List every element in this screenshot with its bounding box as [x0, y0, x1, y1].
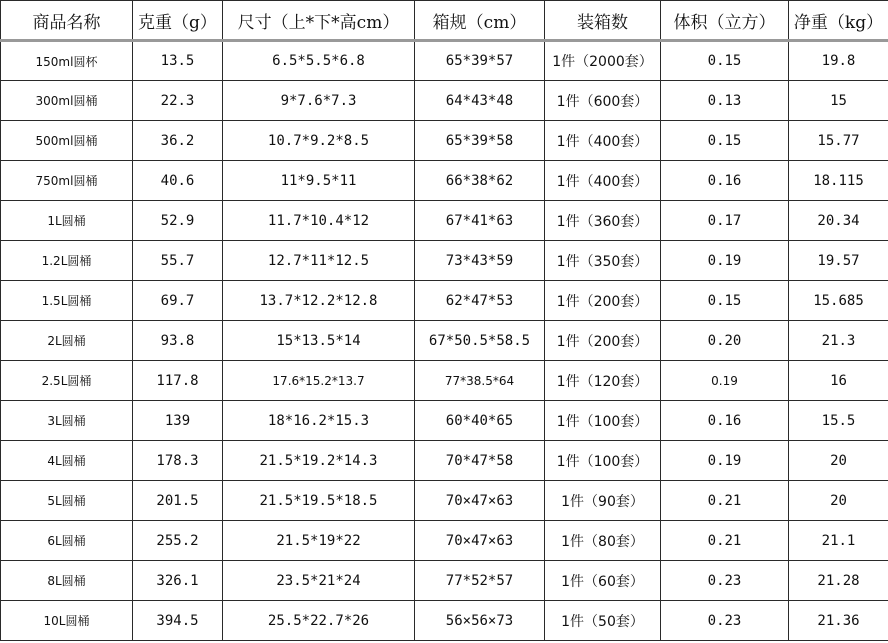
size-cell: 17.6*15.2*13.7: [223, 361, 415, 401]
size-cell: 18*16.2*15.3: [223, 401, 415, 441]
weight-cell: 40.6: [133, 161, 223, 201]
size-cell: 11.7*10.4*12: [223, 201, 415, 241]
weight-cell: 93.8: [133, 321, 223, 361]
size-cell: 9*7.6*7.3: [223, 81, 415, 121]
weight-cell: 139: [133, 401, 223, 441]
size-cell: 21.5*19.2*14.3: [223, 441, 415, 481]
size-cell: 10.7*9.2*8.5: [223, 121, 415, 161]
pack-quantity-cell: 1件（120套）: [545, 361, 661, 401]
carton-size-cell: 77*52*57: [415, 561, 545, 601]
pack-quantity-cell: 1件（100套）: [545, 441, 661, 481]
pack-quantity-cell: 1件（360套）: [545, 201, 661, 241]
carton-size-cell: 56×56×73: [415, 601, 545, 641]
volume-cell: 0.16: [661, 401, 789, 441]
weight-cell: 326.1: [133, 561, 223, 601]
header-product-name: 商品名称: [1, 1, 133, 41]
size-cell: 12.7*11*12.5: [223, 241, 415, 281]
pack-quantity-cell: 1件（80套）: [545, 521, 661, 561]
net-weight-cell: 15.685: [789, 281, 888, 321]
net-weight-cell: 16: [789, 361, 888, 401]
product-name-cell: 2.5L圆桶: [1, 361, 133, 401]
net-weight-cell: 15.5: [789, 401, 888, 441]
volume-cell: 0.21: [661, 521, 789, 561]
net-weight-cell: 21.36: [789, 601, 888, 641]
pack-quantity-cell: 1件（200套）: [545, 321, 661, 361]
volume-cell: 0.19: [661, 441, 789, 481]
table-row: [1, 561, 888, 601]
product-name-cell: 3L圆桶: [1, 401, 133, 441]
carton-size-cell: 62*47*53: [415, 281, 545, 321]
carton-size-cell: 70×47×63: [415, 521, 545, 561]
net-weight-cell: 18.115: [789, 161, 888, 201]
header-row: [1, 1, 888, 41]
table-row: [1, 201, 888, 241]
pack-quantity-cell: 1件（600套）: [545, 81, 661, 121]
size-cell: 21.5*19*22: [223, 521, 415, 561]
net-weight-cell: 20.34: [789, 201, 888, 241]
product-name-cell: 10L圆桶: [1, 601, 133, 641]
carton-size-cell: 70*47*58: [415, 441, 545, 481]
carton-size-cell: 67*41*63: [415, 201, 545, 241]
weight-cell: 52.9: [133, 201, 223, 241]
carton-size-cell: 70×47×63: [415, 481, 545, 521]
product-name-cell: 1.2L圆桶: [1, 241, 133, 281]
pack-quantity-cell: 1件（60套）: [545, 561, 661, 601]
header-weight: 克重（g）: [133, 1, 223, 41]
product-name-cell: 5L圆桶: [1, 481, 133, 521]
volume-cell: 0.15: [661, 281, 789, 321]
header-carton-size: 箱规（cm）: [415, 1, 545, 41]
size-cell: 25.5*22.7*26: [223, 601, 415, 641]
carton-size-cell: 73*43*59: [415, 241, 545, 281]
table-row: [1, 441, 888, 481]
pack-quantity-cell: 1件（350套）: [545, 241, 661, 281]
weight-cell: 117.8: [133, 361, 223, 401]
table-row: [1, 161, 888, 201]
table-row: [1, 601, 888, 641]
header-volume: 体积（立方）: [661, 1, 789, 41]
size-cell: 11*9.5*11: [223, 161, 415, 201]
product-name-cell: 4L圆桶: [1, 441, 133, 481]
header-net-weight: 净重（kg）: [789, 1, 888, 41]
volume-cell: 0.15: [661, 121, 789, 161]
net-weight-cell: 15: [789, 81, 888, 121]
volume-cell: 0.13: [661, 81, 789, 121]
weight-cell: 394.5: [133, 601, 223, 641]
pack-quantity-cell: 1件（400套）: [545, 161, 661, 201]
size-cell: 21.5*19.5*18.5: [223, 481, 415, 521]
product-name-cell: 500ml圆桶: [1, 121, 133, 161]
carton-size-cell: 66*38*62: [415, 161, 545, 201]
table-row: [1, 481, 888, 521]
header-size: 尺寸（上*下*高cm）: [223, 1, 415, 41]
header-pack-quantity: 装箱数: [545, 1, 661, 41]
product-name-cell: 8L圆桶: [1, 561, 133, 601]
net-weight-cell: 21.28: [789, 561, 888, 601]
net-weight-cell: 21.1: [789, 521, 888, 561]
net-weight-cell: 15.77: [789, 121, 888, 161]
product-name-cell: 150ml圆杯: [1, 41, 133, 81]
weight-cell: 178.3: [133, 441, 223, 481]
volume-cell: 0.20: [661, 321, 789, 361]
volume-cell: 0.15: [661, 41, 789, 81]
net-weight-cell: 20: [789, 481, 888, 521]
volume-cell: 0.16: [661, 161, 789, 201]
product-name-cell: 1.5L圆桶: [1, 281, 133, 321]
table-row: [1, 401, 888, 441]
volume-cell: 0.19: [661, 361, 789, 401]
weight-cell: 36.2: [133, 121, 223, 161]
size-cell: 6.5*5.5*6.8: [223, 41, 415, 81]
net-weight-cell: 19.8: [789, 41, 888, 81]
product-name-cell: 2L圆桶: [1, 321, 133, 361]
weight-cell: 201.5: [133, 481, 223, 521]
carton-size-cell: 65*39*57: [415, 41, 545, 81]
pack-quantity-cell: 1件（50套）: [545, 601, 661, 641]
product-name-cell: 6L圆桶: [1, 521, 133, 561]
table-row: [1, 241, 888, 281]
weight-cell: 69.7: [133, 281, 223, 321]
product-name-cell: 1L圆桶: [1, 201, 133, 241]
size-cell: 15*13.5*14: [223, 321, 415, 361]
volume-cell: 0.17: [661, 201, 789, 241]
net-weight-cell: 21.3: [789, 321, 888, 361]
volume-cell: 0.23: [661, 561, 789, 601]
table-row: [1, 521, 888, 561]
product-name-cell: 300ml圆桶: [1, 81, 133, 121]
pack-quantity-cell: 1件（2000套）: [545, 41, 661, 81]
carton-size-cell: 77*38.5*64: [415, 361, 545, 401]
table-row: [1, 81, 888, 121]
carton-size-cell: 60*40*65: [415, 401, 545, 441]
carton-size-cell: 65*39*58: [415, 121, 545, 161]
product-name-cell: 750ml圆桶: [1, 161, 133, 201]
table-row: [1, 41, 888, 81]
size-cell: 23.5*21*24: [223, 561, 415, 601]
weight-cell: 55.7: [133, 241, 223, 281]
pack-quantity-cell: 1件（100套）: [545, 401, 661, 441]
table-row: [1, 121, 888, 161]
volume-cell: 0.19: [661, 241, 789, 281]
table-row: [1, 361, 888, 401]
pack-quantity-cell: 1件（200套）: [545, 281, 661, 321]
pack-quantity-cell: 1件（400套）: [545, 121, 661, 161]
volume-cell: 0.23: [661, 601, 789, 641]
size-cell: 13.7*12.2*12.8: [223, 281, 415, 321]
carton-size-cell: 64*43*48: [415, 81, 545, 121]
net-weight-cell: 20: [789, 441, 888, 481]
weight-cell: 255.2: [133, 521, 223, 561]
volume-cell: 0.21: [661, 481, 789, 521]
table-row: [1, 281, 888, 321]
pack-quantity-cell: 1件（90套）: [545, 481, 661, 521]
weight-cell: 13.5: [133, 41, 223, 81]
table-row: [1, 321, 888, 361]
net-weight-cell: 19.57: [789, 241, 888, 281]
weight-cell: 22.3: [133, 81, 223, 121]
table-body: [1, 41, 888, 641]
carton-size-cell: 67*50.5*58.5: [415, 321, 545, 361]
